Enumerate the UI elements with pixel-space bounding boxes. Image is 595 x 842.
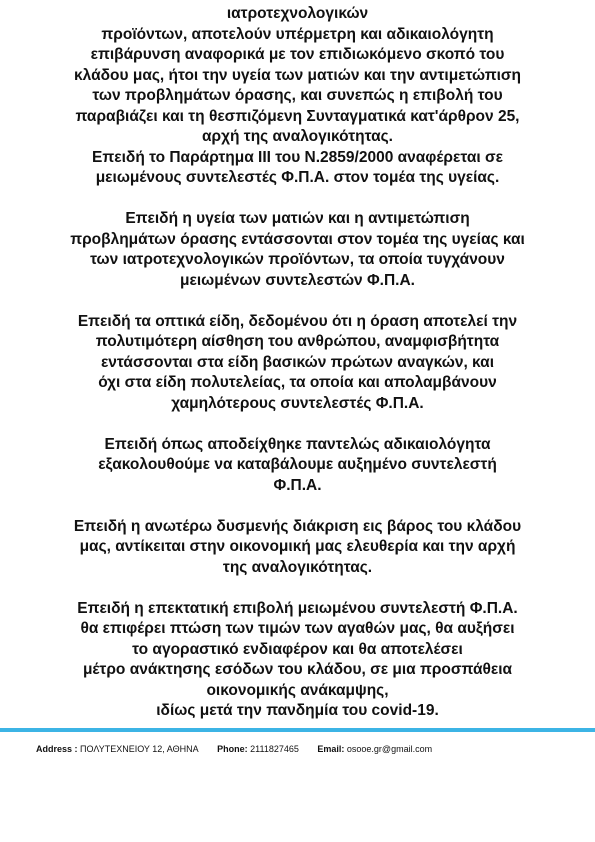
text-line: χαμηλότερους συντελεστές Φ.Π.Α. <box>171 394 424 412</box>
text-line: εντάσσονται στα είδη βασικών πρώτων αναγκών, και <box>100 353 495 371</box>
footer-email <box>317 744 432 754</box>
text-line: Επειδή όπως αποδείχθηκε παντελώς αδικαιολόγητα <box>104 435 491 453</box>
text-line: το αγοραστικό ενδιαφέρον και θα αποτελέσει <box>132 640 463 658</box>
text-line: των ιατροτεχνολογικών προϊόντων, τα οποία τυγχάνουν <box>90 251 505 268</box>
text-line: Επειδή η υγεία των ματιών και η αντιμετώπιση <box>125 210 470 227</box>
footer-address <box>36 744 199 754</box>
text-line: Επειδή η επεκτατική επιβολή μειωμένου συντελεστή Φ.Π.Α. <box>77 599 518 617</box>
text-line: αρχή της αναλογικότητας. <box>201 128 393 145</box>
address-label: Address : <box>36 744 78 754</box>
phone-label: Phone: <box>217 744 248 754</box>
address-value: ΠΟΛΥΤΕΧΝΕΙΟΥ 12, ΑΘΗΝΑ <box>80 744 199 754</box>
text-line: μας, αντίκειται στην οικονομική μας ελευθερία και την αρχή <box>79 538 516 555</box>
text-line: μειωμένους συντελεστές Φ.Π.Α. στον τομέα της υγείας. <box>95 169 500 186</box>
document-body <box>20 4 575 722</box>
text-line: επιβάρυνση αναφορικά με τον επιδιωκόμενο σκοπό του <box>90 46 505 63</box>
text-line: Επειδή το Παράρτημα ΙΙΙ του Ν.2859/2000 αναφέρεται σε <box>92 148 503 166</box>
footer-contact <box>36 744 448 754</box>
paragraph-annex-iii <box>20 148 575 189</box>
text-line: θα επιφέρει πτώση των τιμών των αγαθών μας, θα αυξήσει <box>80 620 515 637</box>
text-line: Επειδή η ανωτέρω δυσμενής διάκριση εις βάρος του κλάδου <box>73 517 522 535</box>
text-line: προβλημάτων όρασης εντάσσονται στον τομέα της υγείας και <box>70 230 525 248</box>
text-line: μέτρο ανάκτησης εσόδων του κλάδου, σε μια προσπάθεια <box>82 661 513 678</box>
text-line: εξακολουθούμε να καταβάλουμε αυξημένο συντελεστή <box>98 456 497 473</box>
text-line: προϊόντων, αποτελούν υπέρμετρη και αδικαιολόγητη <box>101 25 494 43</box>
text-line: της αναλογικότητας. <box>222 558 373 576</box>
paragraph-proportionality <box>20 4 575 148</box>
email-value[interactable]: osooe.gr@gmail.com <box>346 744 433 754</box>
phone-value: 2111827465 <box>250 744 299 754</box>
paragraph-eye-health <box>20 209 575 291</box>
text-line: Επειδή τα οπτικά είδη, δεδομένου ότι η όραση αποτελεί την <box>77 312 518 330</box>
text-line: πολυτιμότερη αίσθηση του ανθρώπου, αναμφισβήτητα <box>95 333 500 350</box>
email-label: Email: <box>317 744 345 754</box>
text-line: ιατροτεχνολογικών <box>226 5 369 22</box>
paragraph-recovery <box>20 599 575 722</box>
paragraph-optical-goods <box>20 312 575 415</box>
text-line: οικονομικής ανάκαμψης, <box>206 681 389 699</box>
text-line: κλάδου μας, ήτοι την υγεία των ματιών και την αντιμετώπιση <box>74 66 521 84</box>
text-line: ιδίως μετά την πανδημία του covid-19. <box>156 702 439 719</box>
text-line: όχι στα είδη πολυτελείας, τα οποία και απολαμβάνουν <box>98 374 497 391</box>
paragraph-increased-rate <box>20 435 575 497</box>
text-line: των προβλημάτων όρασης, και συνεπώς η επιβολή του <box>92 87 503 104</box>
footer-phone <box>217 744 299 754</box>
paragraph-discrimination <box>20 517 575 579</box>
text-line: Φ.Π.Α. <box>273 476 322 494</box>
text-line: μειωμένων συντελεστών Φ.Π.Α. <box>180 271 415 289</box>
text-line: παραβιάζει και τη θεσπιζόμενη Συνταγματικά κατ'άρθρον 25, <box>75 107 520 125</box>
footer-divider <box>0 728 595 732</box>
